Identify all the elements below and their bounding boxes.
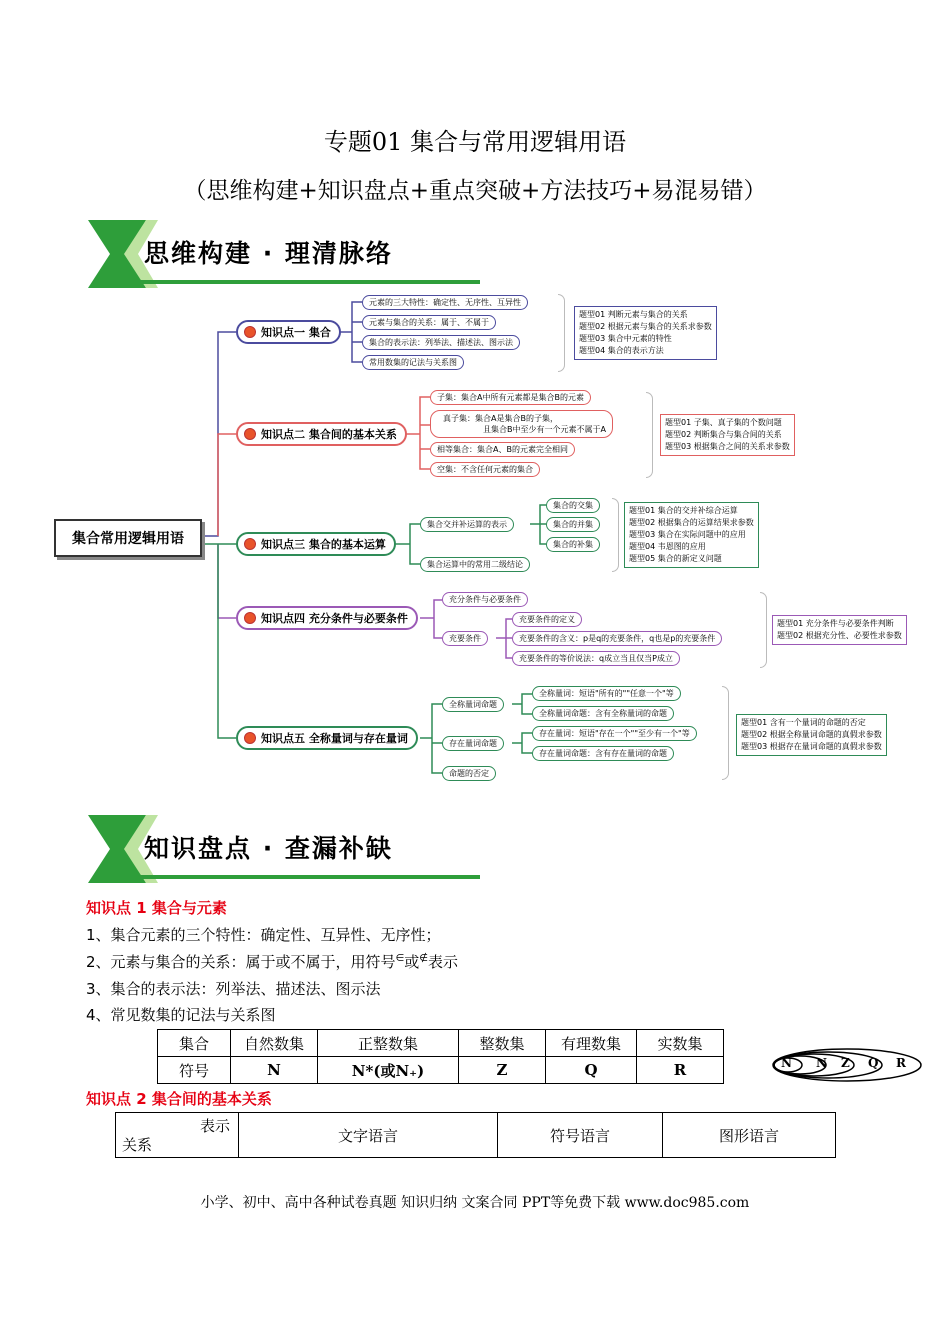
table-cell: 符号 (158, 1057, 231, 1084)
mindmap-leaf: 集合的并集 (546, 517, 600, 532)
mindmap-leaf: 存在量词命题 (442, 736, 504, 751)
bullet-icon (244, 428, 256, 440)
question-type: 题型01 判断元素与集合的关系 (579, 310, 688, 319)
table-cell: R (637, 1057, 724, 1084)
body-text: 或 (404, 953, 420, 971)
mindmap-kp3-label: 知识点三 集合的基本运算 (261, 538, 386, 551)
question-type: 题型02 根据全称量词命题的真假求参数 (741, 730, 882, 739)
mindmap-kp2 (236, 422, 407, 446)
mindmap-leaf: 常用数集的记法与关系图 (362, 355, 464, 370)
body-line: 4、常见数集的记法与关系图 (86, 1006, 276, 1024)
bullet-icon (244, 732, 256, 744)
mindmap-leaf: 相等集合：集合A、B的元素完全相同 (430, 442, 575, 457)
table-cell: Z (459, 1057, 546, 1084)
mindmap-leaf: 元素的三大特性：确定性、无序性、互异性 (362, 295, 528, 310)
table-cell: 自然数集 (231, 1030, 318, 1057)
brace (760, 592, 767, 668)
question-types-kp5 (736, 714, 887, 756)
set-label: N (781, 1056, 792, 1070)
table-corner-cell (116, 1113, 239, 1158)
banner-knowledge (88, 815, 480, 883)
page-subtitle: （思维构建+知识盘点+重点突破+方法技巧+易混易错） (183, 178, 767, 204)
table-cell: N (231, 1057, 318, 1084)
mindmap-kp1-label: 知识点一 集合 (261, 326, 331, 339)
mindmap-kp5 (236, 726, 418, 750)
question-types-kp2 (660, 414, 795, 456)
mindmap-leaf: 充要条件的含义：p是q的充要条件，q也是p的充要条件 (512, 631, 722, 646)
mindmap-leaf: 全称量词命题 (442, 697, 504, 712)
mindmap-kp5-label: 知识点五 全称量词与存在量词 (261, 732, 408, 745)
set-label: N (816, 1056, 827, 1070)
page-footer: 小学、初中、高中各种试卷真题 知识归纳 文案合同 PPT等免费下载 www.doc985.com (200, 1195, 750, 1211)
corner-bottom-label: 关系 (122, 1136, 153, 1154)
question-type: 题型02 根据充分性、必要性求参数 (777, 631, 902, 640)
question-type: 题型03 根据存在量词命题的真假求参数 (741, 742, 882, 751)
bullet-icon (244, 538, 256, 550)
table-cell: 集合 (158, 1030, 231, 1057)
mindmap-leaf: 空集：不含任何元素的集合 (430, 462, 540, 477)
banner-mind-map-text: 思维构建 · 理清脉络 (144, 239, 393, 268)
body-line: 1、集合元素的三个特性：确定性、互异性、无序性； (86, 926, 441, 944)
table-header-cell: 文字语言 (239, 1113, 498, 1158)
mindmap-leaf: 命题的否定 (442, 766, 496, 781)
number-sets-table (157, 1029, 724, 1084)
mindmap-leaf: 充分条件与必要条件 (442, 592, 528, 607)
mindmap-leaf: 存在量词：短语"存在一个""至少有一个"等 (532, 726, 697, 741)
brace (558, 294, 565, 372)
mindmap-kp2-label: 知识点二 集合间的基本关系 (261, 428, 397, 441)
table-header-cell: 图形语言 (663, 1113, 836, 1158)
question-type: 题型04 韦恩图的应用 (629, 542, 706, 551)
question-types-kp1 (574, 306, 717, 360)
symbol-in: ∈ (395, 953, 405, 964)
mindmap-leaf: 充要条件的等价说法：q成立当且仅当P成立 (512, 651, 680, 666)
question-type: 题型02 根据元素与集合的关系求参数 (579, 322, 712, 331)
table-cell: Q (546, 1057, 637, 1084)
mindmap-root: 集合常用逻辑用语 (54, 519, 202, 557)
question-type: 题型03 集合在实际问题中的应用 (629, 530, 746, 539)
section-heading-1: 知识点 1 集合与元素 (86, 899, 227, 917)
question-type: 题型01 集合的交并补综合运算 (629, 506, 738, 515)
mindmap-leaf: 集合的表示法：列举法、描述法、图示法 (362, 335, 520, 350)
table-cell: 实数集 (637, 1030, 724, 1057)
mindmap-leaf: 充要条件 (442, 631, 488, 646)
mindmap-leaf (430, 410, 613, 438)
corner-top-label: 表示 (199, 1117, 230, 1135)
mindmap-leaf: 集合交并补运算的表示 (420, 517, 514, 532)
bullet-icon (244, 612, 256, 624)
section-heading-2: 知识点 2 集合间的基本关系 (86, 1090, 272, 1108)
brace (722, 686, 729, 780)
mindmap-kp4-label: 知识点四 充分条件与必要条件 (261, 612, 408, 625)
mindmap-leaf-line: 真子集：集合A是集合B的子集， (443, 414, 558, 423)
question-type: 题型03 根据集合之间的关系求参数 (665, 442, 790, 451)
question-types-kp4 (772, 615, 907, 645)
set-label: R (896, 1056, 906, 1070)
mindmap-leaf: 存在量词命题：含有存在量词的命题 (532, 746, 674, 761)
question-type: 题型05 集合的新定义问题 (629, 554, 722, 563)
symbol-notin: ∉ (419, 953, 428, 964)
table-cell: 整数集 (459, 1030, 546, 1057)
brace (646, 392, 653, 478)
mindmap-kp3 (236, 532, 396, 556)
table-header-cell: 符号语言 (498, 1113, 663, 1158)
mindmap-leaf: 子集：集合A中所有元素都是集合B的元素 (430, 390, 591, 405)
set-label: Q (868, 1056, 879, 1070)
banner-mind-map (88, 220, 480, 288)
banner-knowledge-text: 知识盘点 · 查漏补缺 (144, 834, 393, 863)
mindmap-leaf: 全称量词命题：含有全称量词的命题 (532, 706, 674, 721)
body-line: 3、集合的表示法：列举法、描述法、图示法 (86, 980, 381, 998)
table-cell: 正整数集 (318, 1030, 459, 1057)
mindmap-leaf: 元素与集合的关系：属于、不属于 (362, 315, 496, 330)
set-label: Z (841, 1056, 850, 1070)
mindmap-kp4 (236, 606, 418, 630)
table-cell: N*(或N₊) (318, 1057, 459, 1084)
mindmap-leaf-line: 且集合B中至少有一个元素不属于A (483, 425, 606, 434)
set-relations-table (115, 1112, 836, 1158)
question-type: 题型01 子集、真子集的个数问题 (665, 418, 782, 427)
mindmap-kp1 (236, 320, 341, 344)
body-text: 2、元素与集合的关系：属于或不属于，用符号 (86, 953, 396, 971)
mindmap-leaf: 集合的补集 (546, 537, 600, 552)
question-type: 题型01 含有一个量词的命题的否定 (741, 718, 866, 727)
mindmap-leaf: 全称量词：短语"所有的""任意一个"等 (532, 686, 681, 701)
brace (612, 498, 619, 572)
mindmap-leaf: 充要条件的定义 (512, 612, 582, 627)
table-cell: 有理数集 (546, 1030, 637, 1057)
body-text: 表示 (428, 953, 459, 971)
page-title: 专题01 集合与常用逻辑用语 (323, 128, 627, 156)
mindmap-leaf: 集合运算中的常用二级结论 (420, 557, 530, 572)
question-types-kp3 (624, 502, 759, 568)
question-type: 题型04 集合的表示方法 (579, 346, 664, 355)
body-line (86, 951, 458, 972)
bullet-icon (244, 326, 256, 338)
question-type: 题型01 充分条件与必要条件判断 (777, 619, 894, 628)
question-type: 题型02 根据集合的运算结果求参数 (629, 518, 754, 527)
mindmap-leaf: 集合的交集 (546, 498, 600, 513)
question-type: 题型03 集合中元素的特性 (579, 334, 672, 343)
question-type: 题型02 判断集合与集合间的关系 (665, 430, 782, 439)
